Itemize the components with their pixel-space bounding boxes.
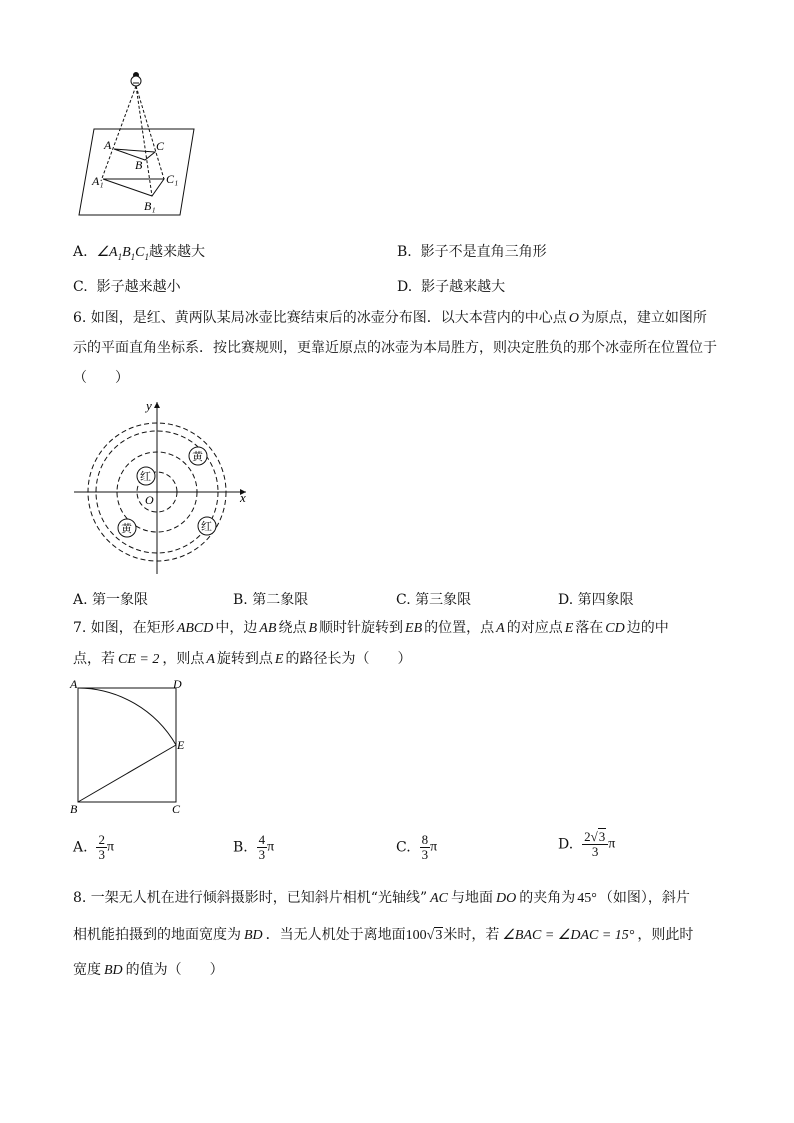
option-label: A.: [73, 244, 88, 260]
q5-option-d[interactable]: [397, 276, 505, 296]
q7-stem-line1: 7. 如图，在矩形 ABCD 中，边 AB 绕点 B 顺时针旋转到 EB 的位置，点 A 的对应点 E 落在 CD 边的中: [73, 620, 669, 636]
q8-stem-line3: 宽度 BD 的值为（ ）: [73, 962, 224, 978]
triangle-a1b1c1: [103, 179, 164, 196]
label-a: A: [70, 677, 78, 691]
red-stone-q4: [198, 517, 216, 535]
label-a1: A₁: [92, 174, 104, 188]
q7-option-a[interactable]: A. $\frac{2}{3}$ π: [73, 832, 115, 862]
label-b: B: [135, 158, 143, 172]
label-e: E: [177, 738, 185, 752]
q7-option-b[interactable]: B. $\frac{4}{3}$ π: [233, 832, 275, 862]
lamp-icon: [131, 72, 141, 86]
origin-label: O: [145, 493, 154, 507]
label-a: A: [104, 138, 112, 152]
q5-projection-figure: [70, 68, 200, 218]
label-c: C: [172, 802, 181, 816]
q7-rectangle-figure: [66, 674, 196, 820]
red-stone-q2: [137, 467, 155, 485]
label-c: C: [156, 139, 165, 153]
segment-be: [78, 745, 176, 802]
x-label: x: [240, 490, 246, 505]
q7-option-c[interactable]: C. $\frac{8}{3}$ π: [396, 832, 438, 862]
option-text: 越来越大: [148, 244, 205, 260]
rectangle-abcd: [78, 688, 176, 802]
q5-option-a[interactable]: [73, 241, 205, 262]
option-text: 影子越来越大: [421, 279, 506, 295]
svg-text:黄: 黄: [121, 523, 132, 535]
option-label: D.: [397, 279, 413, 295]
label-d: D: [173, 677, 182, 691]
q6-stem-line3: （ ）: [73, 370, 129, 386]
label-b1: B₁: [144, 199, 156, 213]
q8-stem-line2: 相机能拍摄到的地面宽度为 BD ．当无人机处于离地面100√3米时，若 ∠BAC = ∠DAC = 15° ，则此时: [73, 927, 694, 943]
svg-text:红: 红: [140, 471, 151, 483]
q5-option-b[interactable]: [397, 241, 547, 261]
q7-option-d[interactable]: D. $\frac{2√3}{3}$ π: [558, 829, 616, 859]
q6-curling-figure: [70, 394, 255, 578]
q7-stem-line2: 点，若 CE = 2 ，则点 A 旋转到点 E 的路径长为（ ）: [73, 651, 412, 667]
label-c1: C₁: [166, 172, 179, 186]
label-b: B: [70, 802, 78, 816]
q6-stem-line1: 6. 如图，是红、黄两队某局冰壶比赛结束后的冰壶分布图．以大本营内的中心点 O 为原点，建立如图所: [73, 310, 707, 326]
yellow-stone-q3: [118, 519, 136, 537]
q8-stem-line1: 8. 一架无人机在进行倾斜摄影时，已知斜片相机“光轴线” AC 与地面 DO 的夹角为 45° （如图），斜片: [73, 890, 690, 906]
option-label: B.: [397, 244, 412, 260]
svg-text:红: 红: [201, 521, 212, 533]
q6-option-c[interactable]: C. 第三象限: [396, 592, 472, 608]
q6-option-a[interactable]: A. 第一象限: [73, 592, 149, 608]
svg-text:黄: 黄: [192, 451, 203, 463]
yellow-stone-q1: [189, 447, 207, 465]
q6-option-b[interactable]: B. 第二象限: [233, 592, 309, 608]
option-text: 影子不是直角三角形: [420, 244, 547, 260]
option-text: 影子越来越小: [96, 279, 181, 295]
q6-stem-line2: 示的平面直角坐标系．按比赛规则，更靠近原点的冰壶为本局胜方，则决定胜负的那个冰壶所在位置位于: [73, 340, 717, 356]
y-label: y: [146, 398, 152, 413]
option-label: C.: [73, 279, 88, 295]
q5-option-c[interactable]: [73, 276, 181, 296]
angle-a1b1c1: $\angle A_1B_1C_1$: [96, 245, 149, 262]
arc-ae: [78, 688, 176, 745]
q6-option-d[interactable]: D. 第四象限: [558, 592, 634, 608]
